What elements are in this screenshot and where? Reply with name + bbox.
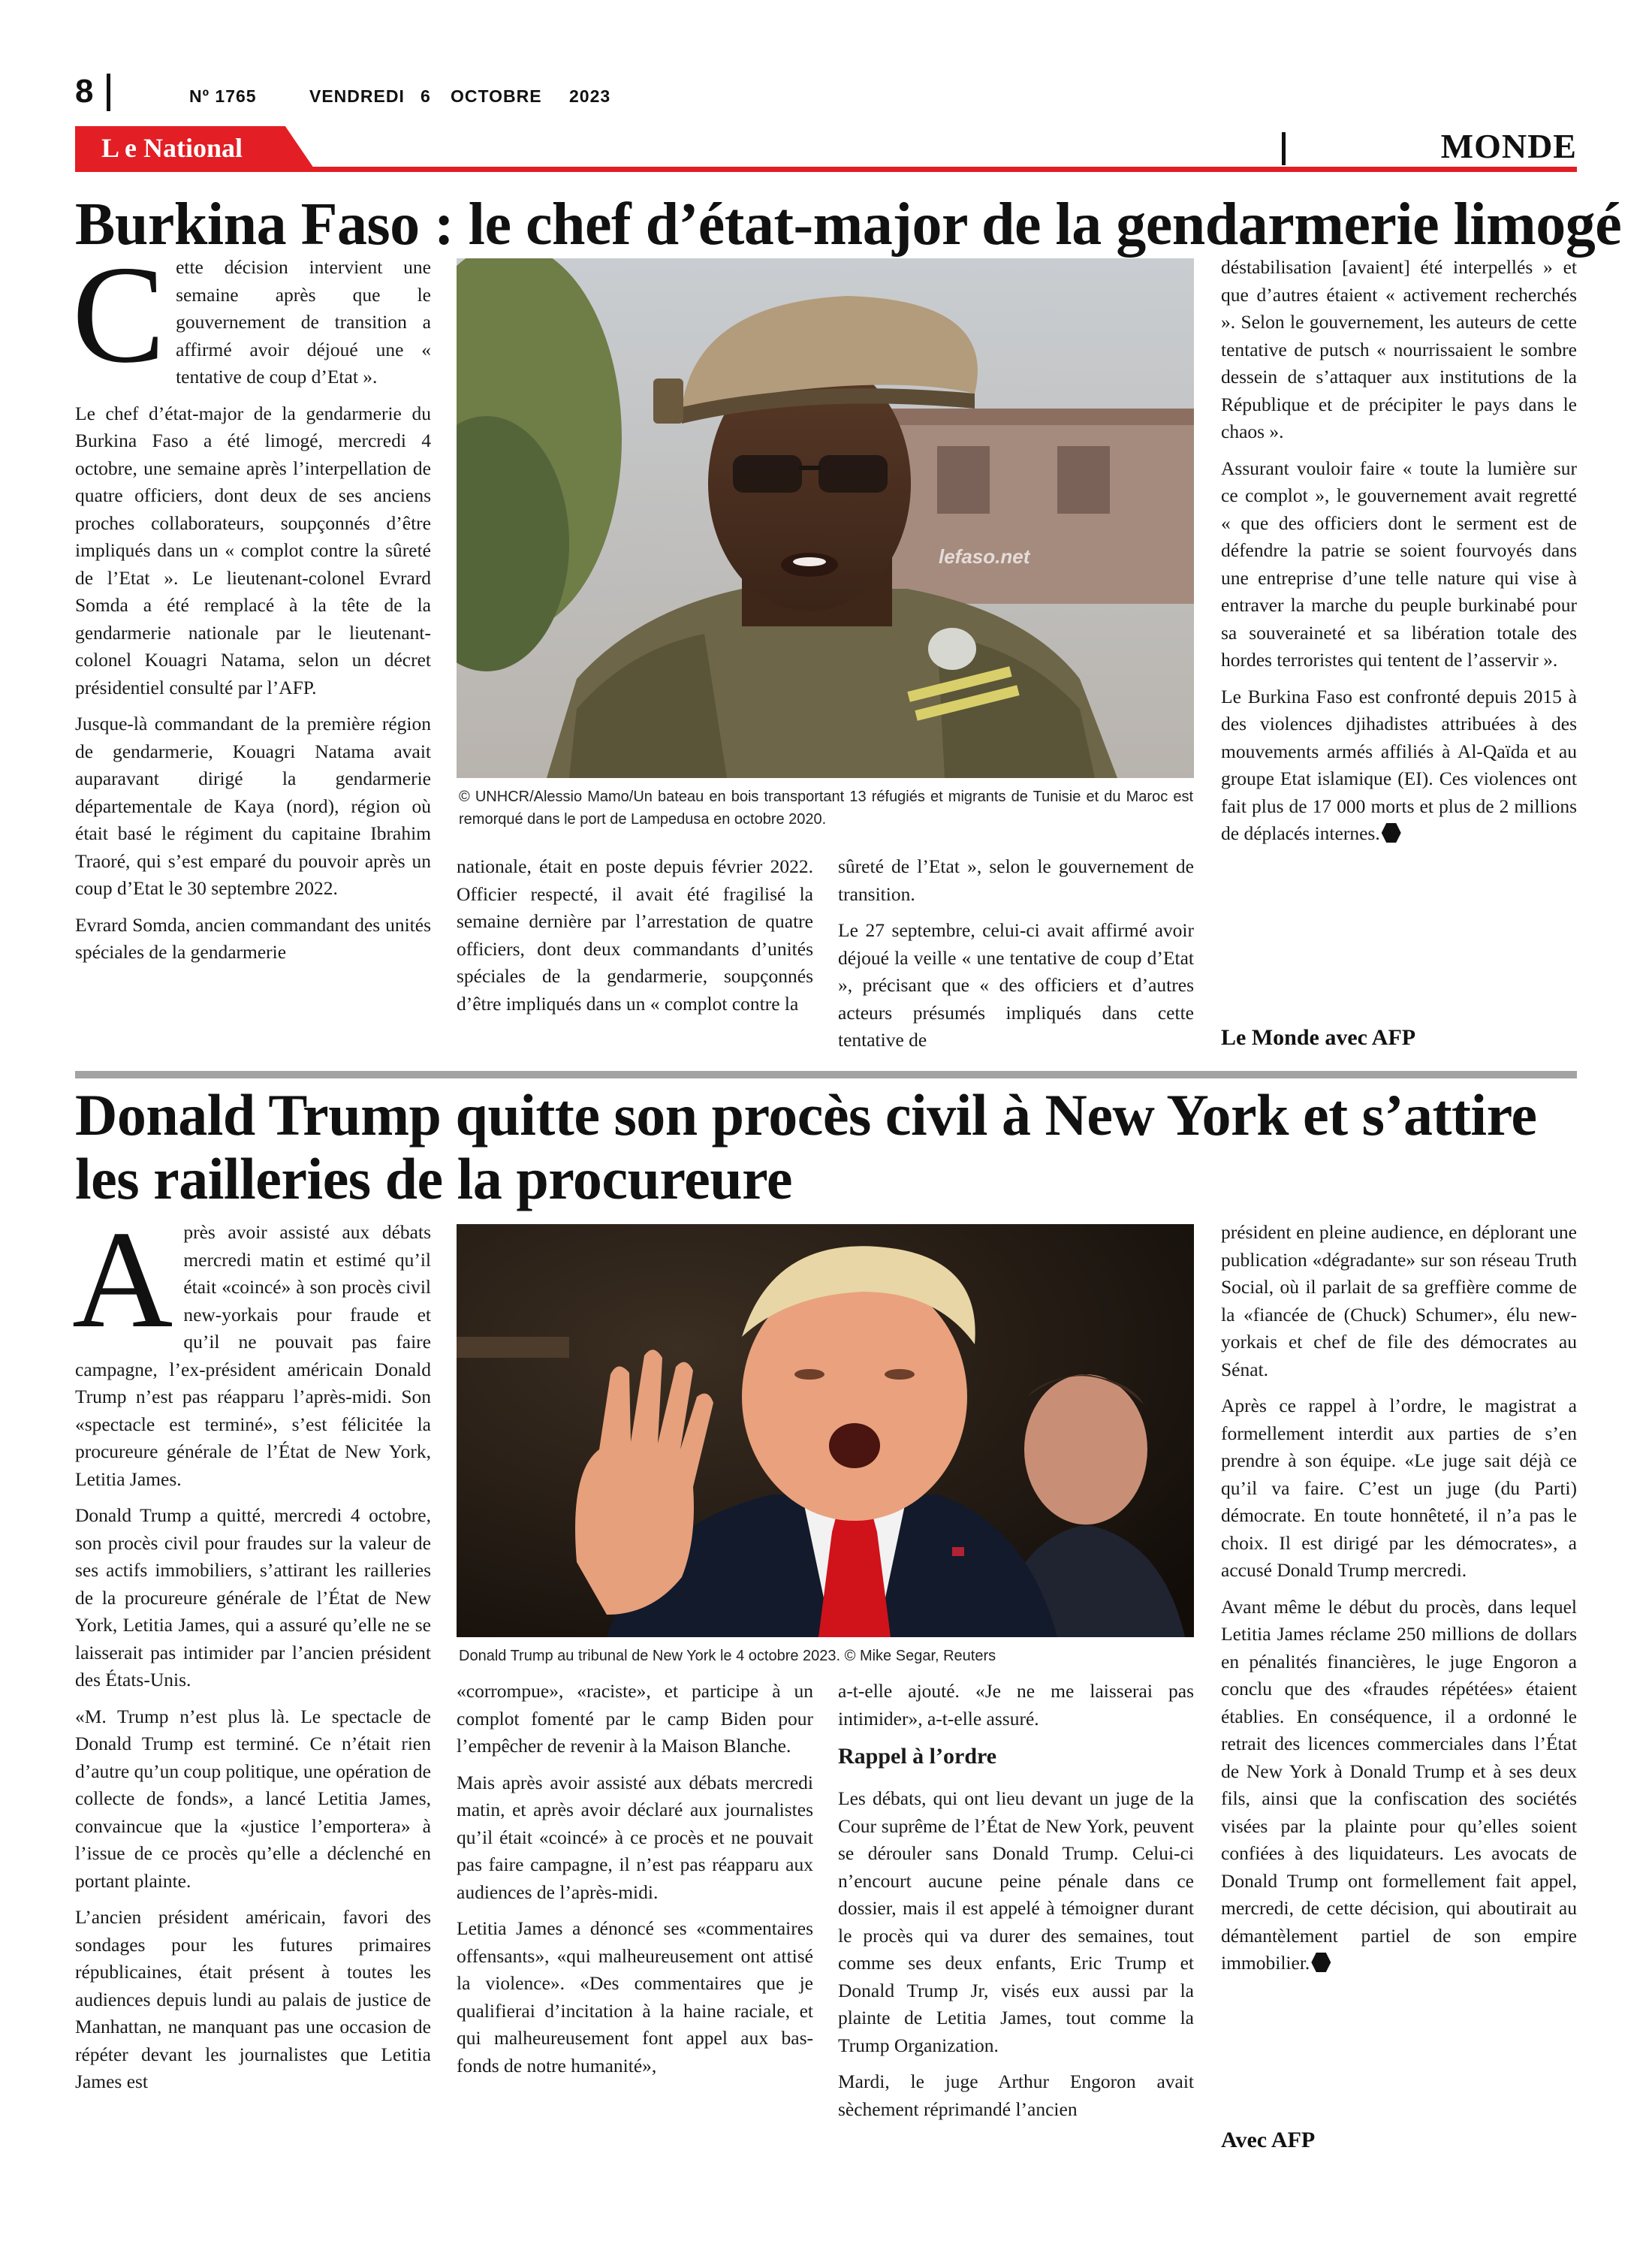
article1-paragraph: Le chef d’état-major de la gendarmerie du Burkina Faso a été limogé, mercredi 4 octobre, une semaine après l’interpellation de quatre officiers, dont deux de ses anciens proches collaborateurs, soupçonnés d’être impliqués dans un « complot contre la sûreté de l’Etat ». Le lieutenant-colonel Evrard Somda a été remplacé à la tête de la gendarmerie nationale par le lieutenant-colonel Kouagri Natama, selon un décret présidentiel consulté par l’AFP. [75,402,431,698]
article2-paragraph: Donald Trump a quitté, mercredi 4 octobre, son procès civil pour fraudes sur la valeur de ses actifs immobiliers, s’attirant les railleries de la procureure générale de l’État de New York, Letitia James, qui a assuré qu’elle ne se laisserait pas intimider par l’ancien président des États-Unis. [75,1504,431,1691]
article2-paragraph: «M. Trump n’est plus là. Le spectacle de Donald Trump est terminé. Ce n’était rien d’autre qu’un coup politique, une opération de collecte de fonds», a lancé Letitia James, convaincue que la «justice l’emportera» à l’issue de ce procès qu’elle a déclenché en portant plainte. [75,1705,431,1892]
photo-watermark: lefaso.net [939,545,1030,568]
article2-paragraph: Avant même le début du procès, dans lequel Letitia James réclame 250 millions de dollars en pénalités financières, le juge Engoron a conclu que des «fraudes répétées» étaient établies. En conséquence, il a ordonné le retrait des licences commerciales dans l’État de New York à Donald Trump et à ses deux fils, ainsi que la confiscation des sociétés visées par la plainte pour qu’elles soient confiées à des liquidateurs. Les avocats de Donald Trump ont formellement fait appel, mercredi, de cette décision, qui aboutirait au démantèlement partiel de son empire immobilier. [1221,1595,1577,1974]
courtroom-portrait-image [457,1224,1194,1637]
article2-column-1 [72,1202,431,2096]
page-number-divider [107,74,110,111]
article1-paragraph: Jusque-là commandant de la première région de gendarmerie, Kouagri Natama avait auparavant dirigé la gendarmerie départementale de Kaya (nord), région où était basé le régiment du capitaine Ibrahim Traoré, qui s’est emparé du pouvoir après un coup d’Etat le 30 septembre 2022. [75,713,431,899]
article2-dropcap: A [72,1202,173,1357]
article2-signature: Avec AFP [1221,2128,1316,2152]
header-rule [75,167,1577,172]
article1-paragraph: Evrard Somda, ancien commandant des unités spéciales de la gendarmerie [75,913,431,963]
article2-paragraph: «corrompue», «raciste», et participe à un complot fomenté par le camp Biden pour l’empêcher de revenir à la Maison Blanche. [457,1680,813,1757]
article2-paragraph: a-t-elle ajouté. «Je ne me laisserai pas intimider», a-t-elle assuré. [838,1680,1194,1730]
article-divider [75,1071,1577,1078]
article2-paragraph: Les débats, qui ont lieu devant un juge de la Cour suprême de l’État de New York, peuvent se dérouler sans Donald Trump. Celui-ci n’encourt aucune peine pénale dans ce dossier, mais il est appelé à témoigner durant le procès qui va durer des semaines, tout comme ses deux enfants, Eric Trump et Donald Trump Jr, visés eux aussi par la plainte de Letitia James, tout comme la Trump Organization. [838,1787,1194,2056]
article2-column-4 [1221,1219,1577,1977]
article1-paragraph: Le Burkina Faso est confronté depuis 2015 à des violences djihadistes attribuées à des mouvements armés affiliés à Al-Qaïda et au groupe Etat islamique (EI). Ces violences ont fait plus de 17 000 morts et plus de 2 millions de déplacés internes. [1221,685,1577,844]
article1-paragraph: nationale, était en poste depuis février 2022. Officier respecté, il avait été fragilisé la semaine dernière par l’arrestation de quatre officiers, dont deux commandants d’unités spéciales de la gendarmerie, soupçonnés d’être impliqués dans un « complot contre la [457,855,813,1015]
article2-headline: Donald Trump quitte son procès civil à New York et s’attire les railleries de la procureure [75,1082,1537,1211]
article1-headline: Burkina Faso : le chef d’état-major de la gendarmerie limogé [75,192,1622,258]
article2-column-3 [838,1678,1194,2123]
article2-paragraph: président en pleine audience, en déplorant une publication «dégradante» sur son réseau Truth Social, où il parlait de sa greffière comme de la «fiancée de (Chuck) Schumer», élu new-yorkais et chef de file des démocrates au Sénat. [1221,1221,1577,1380]
newspaper-name: L e National [101,133,243,163]
article1-column-4 [1221,254,1577,848]
section-divider [1282,132,1286,165]
article1-signature: Le Monde avec AFP [1221,1025,1416,1050]
page-number: 8 [75,73,94,110]
article2-photo-caption: Donald Trump au tribunal de New York le 4 octobre 2023. © Mike Segar, Reuters [459,1648,996,1664]
article1-paragraph: Cette décision intervient une semaine après que le gouvernement de transition a affirmé avoir déjoué une « tentative de coup d’Etat ». [72,237,431,392]
issue-year: 2023 [569,86,611,106]
end-of-article-mark [1311,1953,1331,1972]
article1-paragraph: sûreté de l’Etat », selon le gouvernement de transition. [838,855,1194,905]
article2-paragraph: L’ancien président américain, favori des sondages pour les futures primaires républicaines, était présent à toutes les audiences depuis lundi au palais de justice de Manhattan, ne manquant pas une occasion de répéter devant les journalistes que Letitia James est [75,1906,431,2092]
article1-photo-caption: © UNHCR/Alessio Mamo/Un bateau en bois transportant 13 réfugiés et migrants de Tunisie et du Maroc est remorqué dans le port de Lampedusa en octobre 2020. [459,789,1193,828]
issue-number: Nº 1765 [189,86,257,106]
article1-dropcap: C [72,237,166,392]
issue-month: OCTOBRE [451,86,542,106]
article1-paragraph: Le 27 septembre, celui-ci avait affirmé avoir déjoué la veille « une tentative de coup d’Etat », précisant que « des officiers et d’autres acteurs présumés impliqués dans cette tentative de [838,919,1194,1051]
issue-day: 6 [421,86,431,106]
article2-paragraph: Mais après avoir assisté aux débats mercredi matin, et après avoir déclaré aux journalistes qu’il était «coincé» à ce procès et ne pouvait pas faire campagne, il n’est pas réapparu aux audiences de l’après-midi. [457,1771,813,1903]
section-label: MONDE [1440,127,1577,165]
article1-paragraph: déstabilisation [avaient] été interpellés » et que d’autres étaient « activement recherchés ». Selon le gouvernement, les auteurs de cette tentative de putsch « nourrissaient le sombre dessein de s’attaquer aux institutions de la République et de précipiter le pays dans le chaos ». [1221,256,1577,442]
article2-paragraph: Après avoir assisté aux débats mercredi matin et estimé qu’il était «coincé» à son procès civil new-yorkais pour fraude et qu’il ne pouvait pas faire campagne, l’ex-président américain Donald Trump n’est pas réapparu l’après-midi. Son «spectacle est terminé», s’est félicitée la procureure générale de l’État de New York, Letitia James. [72,1202,431,1490]
issue-weekday: VENDREDI [309,86,405,106]
article2-column-2 [457,1678,813,2080]
end-of-article-mark [1382,823,1401,843]
article2-photo [457,1224,1194,1637]
article1-paragraph: Assurant vouloir faire « toute la lumière sur ce complot », le gouvernement avait regretté « que des officiers dont le serment est de défendre la patrie se soient fourvoyés dans une entreprise d’une telle nature qui vise à entraver la marche du peuple burkinabé pour sa souveraineté et sa libération totale des hordes terroristes qui tentent de l’asservir ». [1221,457,1577,671]
article2-paragraph: Après ce rappel à l’ordre, le magistrat a formellement interdit aux parties de s’en prendre à son équipe. «Le juge sait déjà ce qu’il va faire. C’est un juge (du Parti) démocrate. En toute honnêteté, il n’a pas le choix. Il est dirigé par les démocrates», a accusé Donald Trump mercredi. [1221,1395,1577,1581]
article2-subhead: Rappel à l’ordre [838,1744,997,1769]
article1-column-1 [72,237,431,967]
article2-paragraph: Letitia James a dénoncé ses «commentaires offensants», «qui malheureusement ont attisé la violence». «Des commentaires que je qualifierai d’incitation à la haine raciale, et qui malheureusement font appel aux bas-fonds de notre humanité», [457,1917,813,2077]
article1-column-3 [838,853,1194,1054]
article2-paragraph: Mardi, le juge Arthur Engoron avait sèchement réprimandé l’ancien [838,2071,1194,2120]
officer-portrait-image [457,258,1194,778]
article1-photo [457,258,1194,778]
article1-column-2 [457,853,813,1018]
